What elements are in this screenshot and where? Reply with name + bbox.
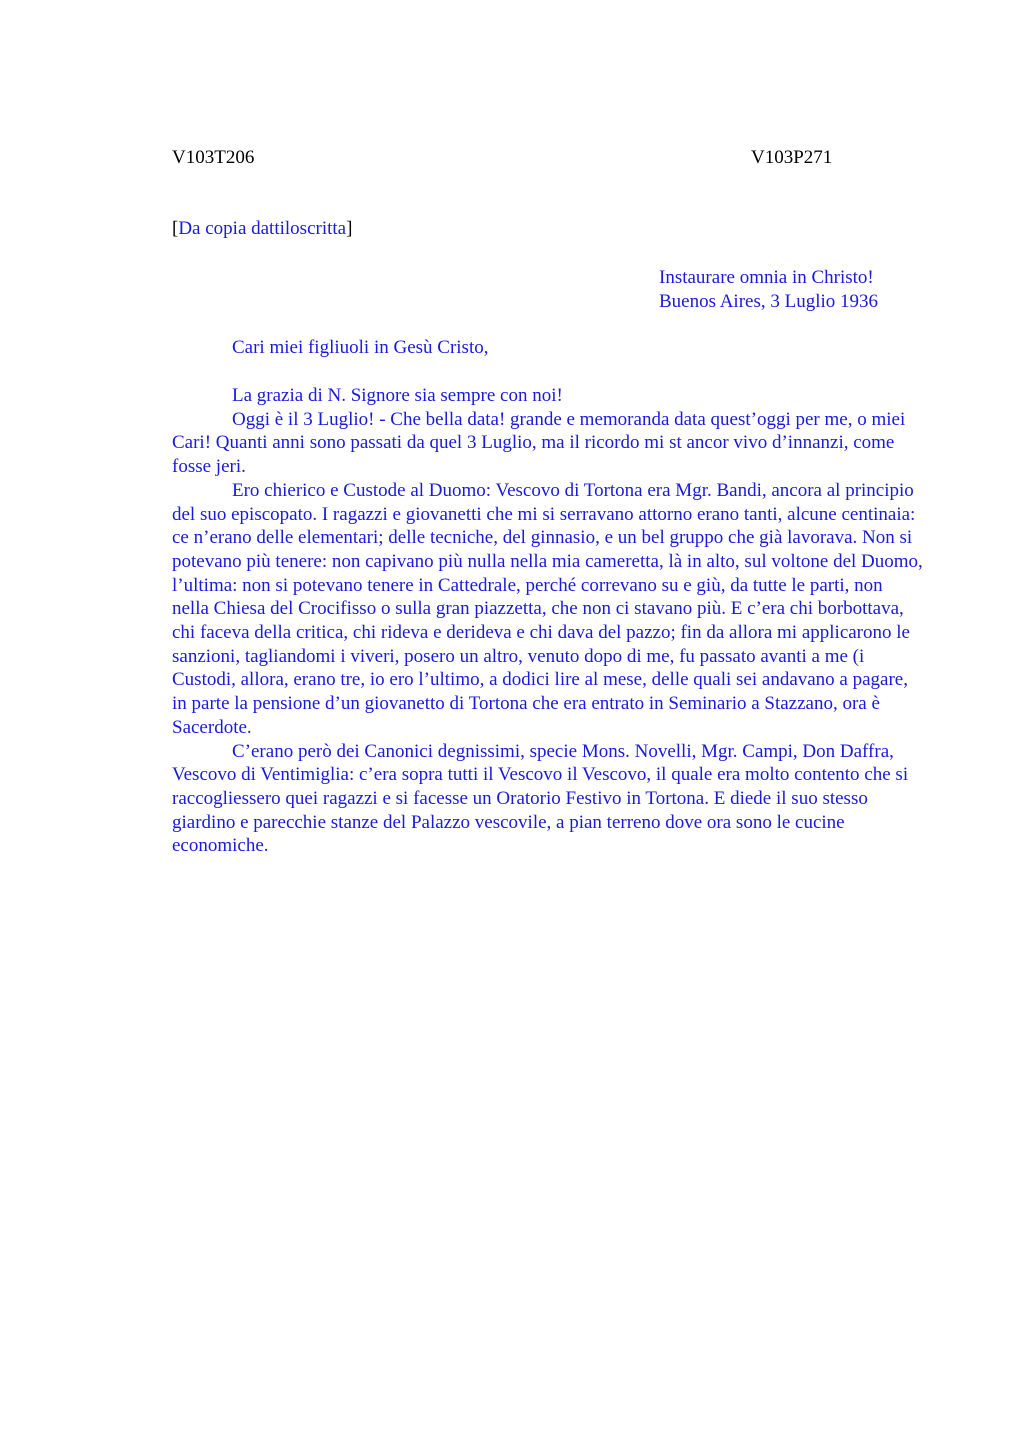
source-note-close-bracket: ] xyxy=(346,218,353,239)
body-paragraph: C’erano però dei Canonici degnissimi, specie Mons. Novelli, Mgr. Campi, Don Daffra, Vescovo di Ventimiglia: c’era sopra tutti il Vescovo il Vescovo, il quale era molto contento che si raccogliessero quei ragazzi e si facesse un Oratorio Festivo in Tortona. E diede il suo stesso giardino e parecchie stanze del Palazzo vescovile, a pian terreno dove ora sono le cucine economiche. xyxy=(172,740,909,857)
archive-reference-left: V103T206 xyxy=(172,147,255,168)
source-note-open-bracket: [ xyxy=(172,218,179,239)
archive-reference-right: V103P271 xyxy=(751,147,833,168)
motto-block xyxy=(659,266,878,314)
salutation: Cari miei figliuoli in Gesù Cristo, xyxy=(232,337,489,358)
greeting-paragraph: La grazia di N. Signore sia sempre con noi! xyxy=(232,385,563,406)
body-paragraph: Ero chierico e Custode al Duomo: Vescovo di Tortona era Mgr. Bandi, ancora al principio del suo episcopato. I ragazzi e giovanetti che mi si serravano attorno erano tanti, alcune centinaia: ce n’erano delle elementari; delle tecniche, del ginnasio, e un bel gruppo che già lavorava. Non si potevano più tenere: non capivano più nulla nella mia cameretta, là in alto, sul voltone del Duomo, l’ultima: non si potevano tenere in Cattedrale, perché correvano su e giù, da tutte le parti, non nella Chiesa del Crocifisso o sulla gran piazzetta, che non ci stavano più. E c’era chi borbottava, chi faceva della critica, chi rideva e derideva e chi dava del pazzo; fin da allora mi applicarono le sanzioni, tagliandomi i viveri, posero un altro, venuto dopo di me, fu passato avanti a me (i Custodi, allora, erano tre, io ero l’ultimo, a dodici lire al mese, delle quali sei andavano a pagare, in parte la pensione d’un giovanetto di Tortona che era entrato in Seminario a Stazzano, ora è Sacerdote. xyxy=(172,479,923,738)
motto-line: Instaurare omnia in Christo! xyxy=(659,267,874,288)
source-note xyxy=(172,218,352,240)
body-paragraph: Oggi è il 3 Luglio! - Che bella data! grande e memoranda data quest’oggi per me, o miei Cari! Quanti anni sono passati da quel 3 Luglio, ma il ricordo mi st ancor vivo d’innanzi, come fosse jeri. xyxy=(172,408,906,478)
source-note-text: Da copia dattiloscritta xyxy=(178,218,347,239)
letter-body xyxy=(172,384,924,858)
place-date-line: Buenos Aires, 3 Luglio 1936 xyxy=(659,291,879,312)
